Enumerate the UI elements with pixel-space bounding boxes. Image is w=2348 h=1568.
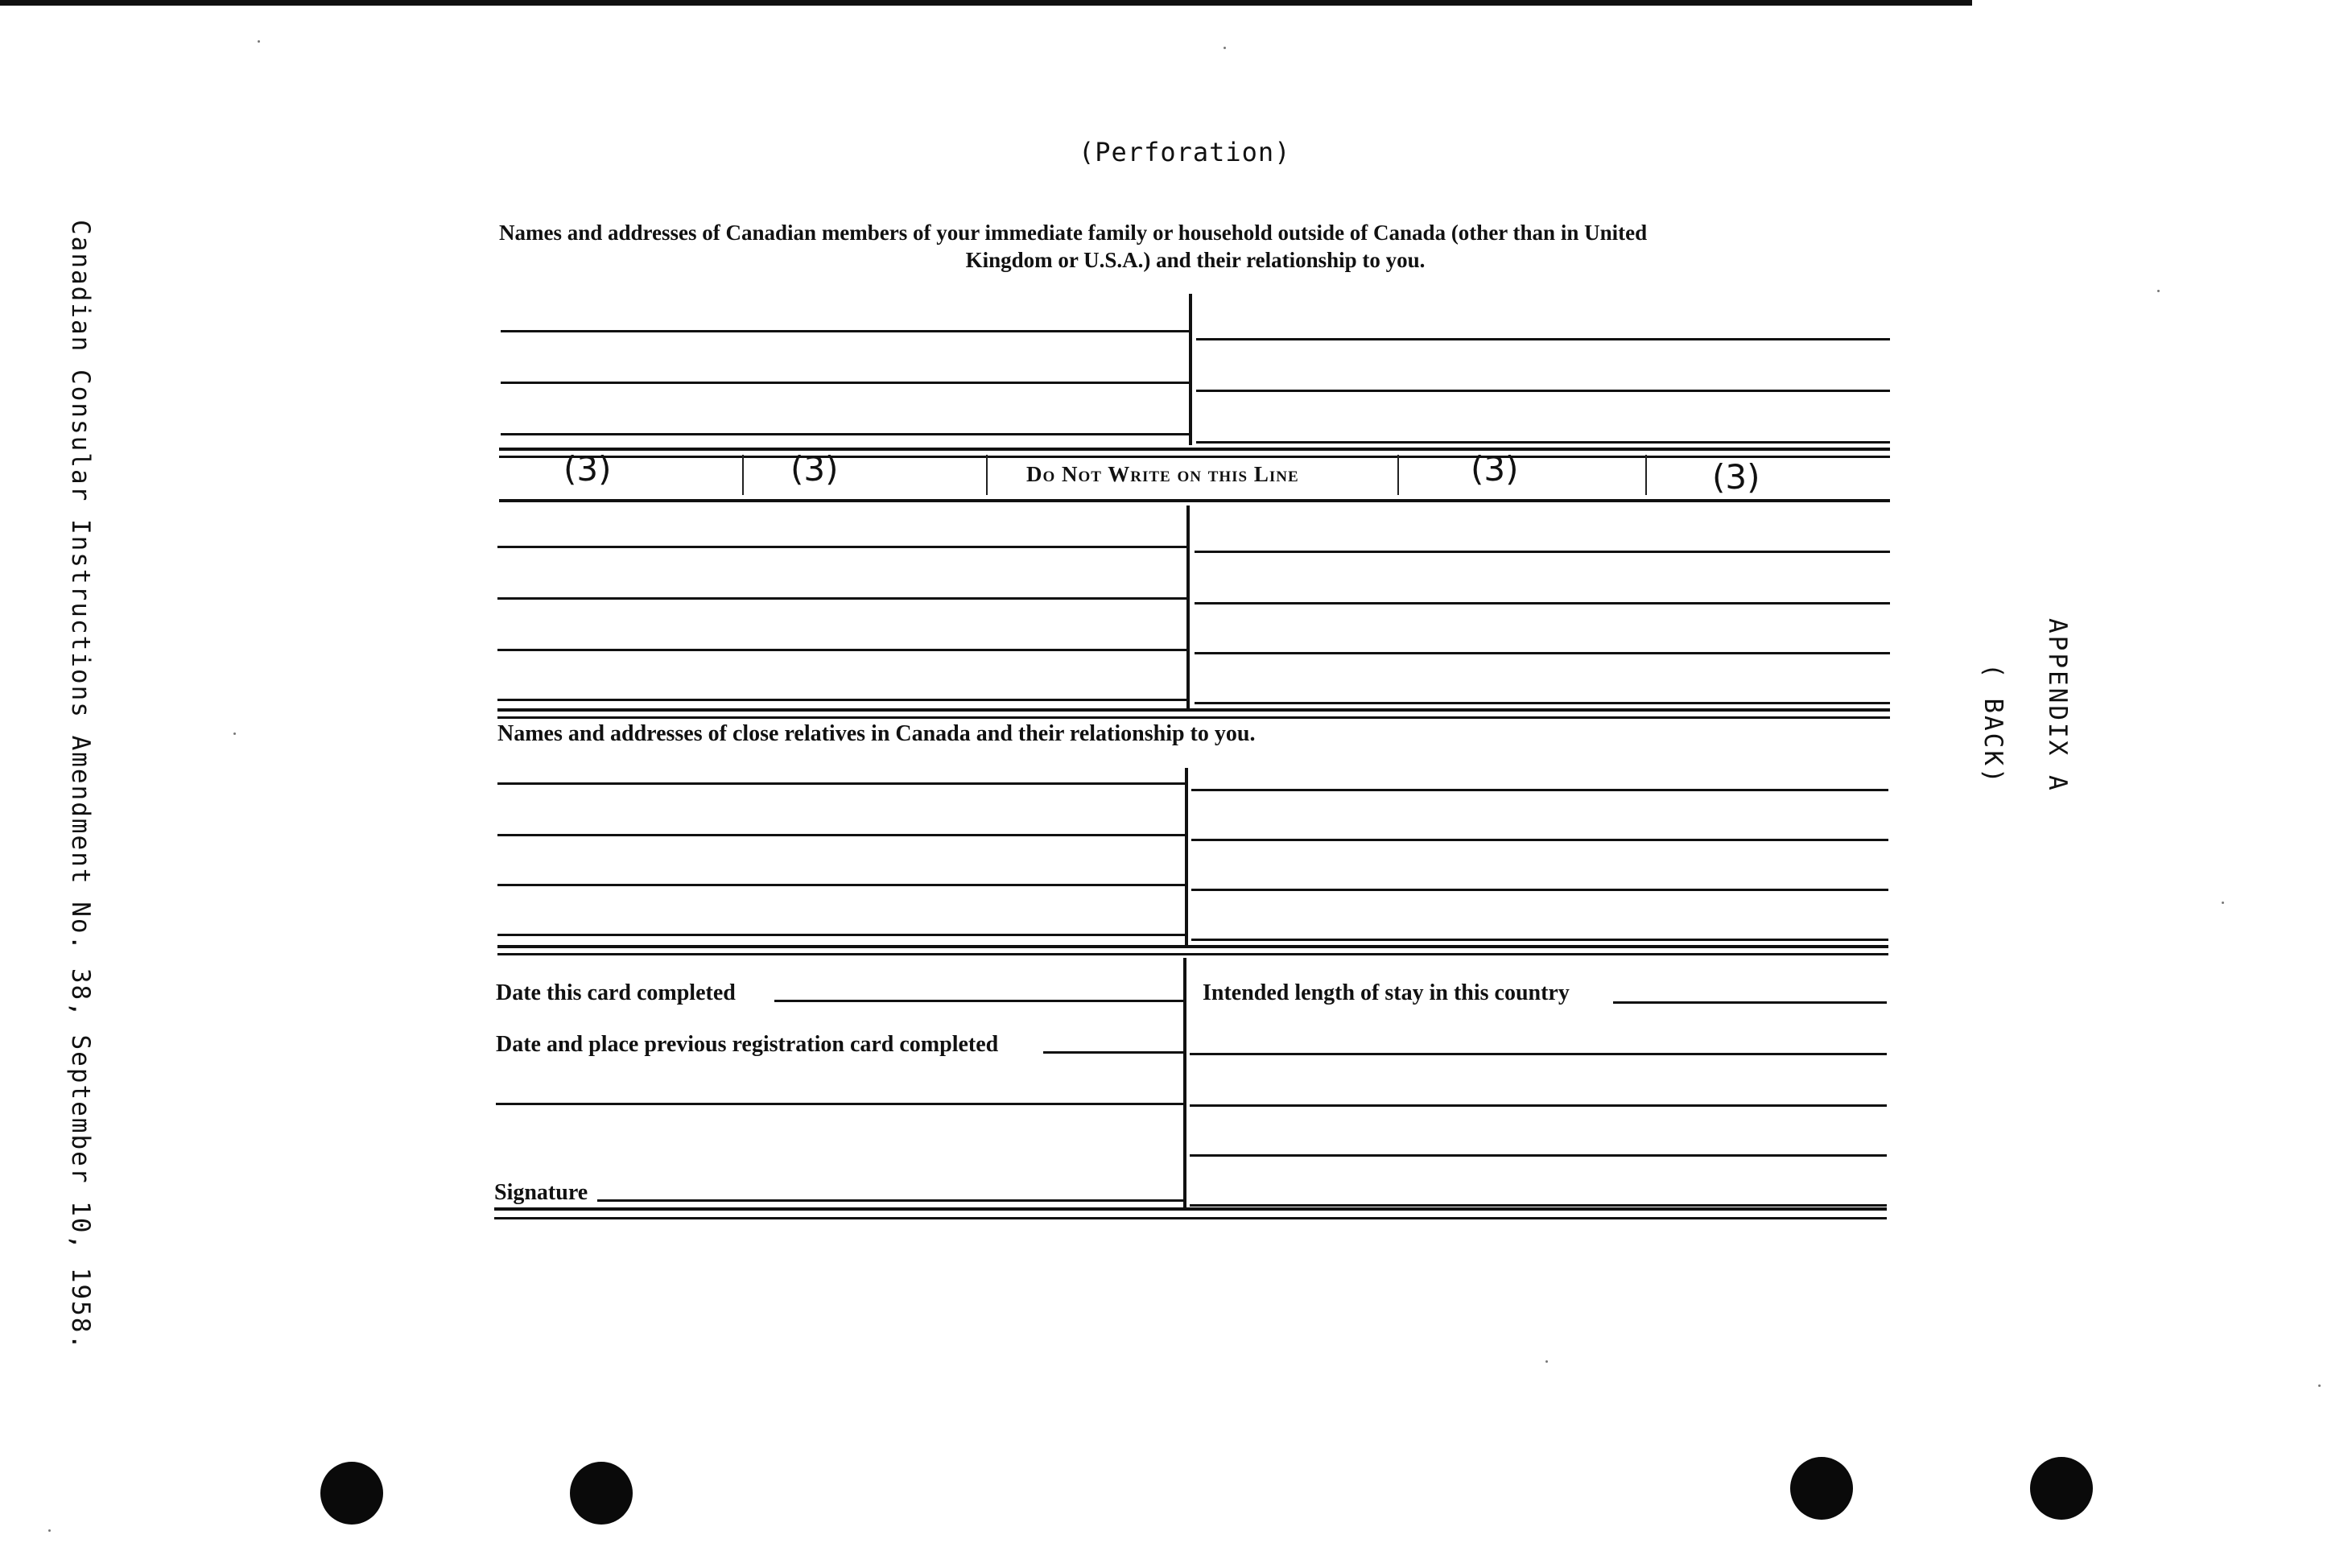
strip-separator-4 — [1645, 455, 1647, 495]
scan-speck — [2157, 290, 2160, 292]
section2-line-right-3[interactable] — [1191, 889, 1888, 891]
section2-line-left-3[interactable] — [497, 884, 1186, 886]
intended-stay-line-2[interactable] — [1190, 1053, 1887, 1055]
section2-line-right-4[interactable] — [1191, 939, 1888, 941]
section1-cont-line-left-1[interactable] — [497, 546, 1190, 548]
perforation-label: (Perforation) — [1079, 137, 1291, 167]
section1-cont-divider — [1186, 505, 1190, 708]
scan-speck — [48, 1529, 51, 1532]
scan-speck — [2222, 902, 2224, 904]
section1-cont-line-right-3[interactable] — [1195, 652, 1890, 654]
strip-separator-3 — [1397, 455, 1399, 495]
strip-separator-2 — [986, 455, 988, 495]
strip-mark-1: (3) — [563, 449, 612, 489]
scan-speck — [1224, 47, 1226, 49]
scan-speck — [1545, 1360, 1548, 1363]
section1-line-left-1[interactable] — [501, 330, 1191, 332]
section1-cont-line-right-1[interactable] — [1195, 551, 1890, 553]
section1-line-right-3[interactable] — [1196, 441, 1890, 444]
intended-stay-line-5[interactable] — [1190, 1204, 1887, 1207]
intended-stay-line-4[interactable] — [1190, 1154, 1887, 1157]
punch-hole-1 — [320, 1462, 383, 1525]
strip-mark-4: (3) — [1712, 457, 1760, 497]
section2-line-left-4[interactable] — [497, 934, 1186, 936]
strip-mark-3: (3) — [1471, 449, 1519, 489]
strip-mark-2: (3) — [790, 449, 839, 489]
intended-stay-label: Intended length of stay in this country — [1203, 980, 1570, 1005]
punch-hole-2 — [570, 1462, 633, 1525]
date-completed-label: Date this card completed — [496, 980, 736, 1005]
section2-heading: Names and addresses of close relatives in Canada and their relationship to you. — [497, 721, 1256, 746]
date-completed-field[interactable] — [774, 1000, 1185, 1002]
previous-registration-field[interactable] — [1043, 1051, 1185, 1054]
strip-separator-1 — [742, 455, 744, 495]
section2-bottom-rule-inner — [497, 953, 1888, 955]
section1-cont-line-left-4[interactable] — [497, 699, 1190, 701]
appendix-label: APPENDIX A — [2043, 618, 2072, 793]
section2-line-left-2[interactable] — [497, 834, 1186, 836]
section1-cont-line-right-4[interactable] — [1195, 702, 1890, 704]
intended-stay-line-3[interactable] — [1190, 1104, 1887, 1107]
scan-speck — [258, 40, 260, 43]
section1-line-right-1[interactable] — [1196, 338, 1890, 340]
section1-bottom-rule-inner — [497, 716, 1890, 719]
intended-stay-field[interactable] — [1613, 1001, 1887, 1004]
strip-top-rule — [499, 448, 1890, 451]
scan-speck — [2318, 1384, 2321, 1387]
section1-bottom-rule — [497, 708, 1890, 712]
signature-field[interactable] — [597, 1199, 1183, 1202]
form-bottom-rule-inner — [494, 1217, 1887, 1219]
left-margin-citation: Canadian Consular Instructions Amendment No. 38, September 10, 1958. — [66, 220, 95, 1351]
section1-heading — [499, 219, 1892, 274]
punch-hole-4 — [2030, 1457, 2093, 1520]
strip-top-rule-inner — [499, 456, 1890, 458]
strip-bottom-rule — [499, 499, 1890, 502]
section1-line-left-3[interactable] — [501, 433, 1191, 435]
section1-heading-line1: Names and addresses of Canadian members of your immediate family or household outside of Canada (other than in United — [499, 221, 1648, 245]
top-edge-rule — [0, 0, 1972, 6]
footer-divider — [1183, 958, 1186, 1209]
scan-speck — [233, 732, 236, 735]
section2-line-right-1[interactable] — [1191, 789, 1888, 791]
punch-hole-3 — [1790, 1457, 1853, 1520]
back-label: ( BACK) — [1979, 663, 2008, 786]
previous-registration-field-2[interactable] — [496, 1103, 1185, 1105]
do-not-write-notice: Do Not Write on this Line — [1026, 462, 1299, 486]
section1-divider — [1189, 294, 1192, 445]
form-bottom-rule — [494, 1207, 1887, 1211]
signature-label: Signature — [494, 1180, 588, 1205]
section1-cont-line-right-2[interactable] — [1195, 602, 1890, 605]
section1-cont-line-left-3[interactable] — [497, 649, 1190, 651]
section2-divider — [1185, 768, 1188, 947]
section2-line-left-1[interactable] — [497, 782, 1186, 785]
section2-bottom-rule — [497, 945, 1888, 948]
section2-line-right-2[interactable] — [1191, 839, 1888, 841]
section1-line-right-2[interactable] — [1196, 390, 1890, 392]
previous-registration-label: Date and place previous registration card completed — [496, 1032, 999, 1057]
section1-cont-line-left-2[interactable] — [497, 597, 1190, 600]
section1-heading-line2: Kingdom or U.S.A.) and their relationship to you. — [965, 248, 1426, 272]
section1-line-left-2[interactable] — [501, 382, 1191, 384]
